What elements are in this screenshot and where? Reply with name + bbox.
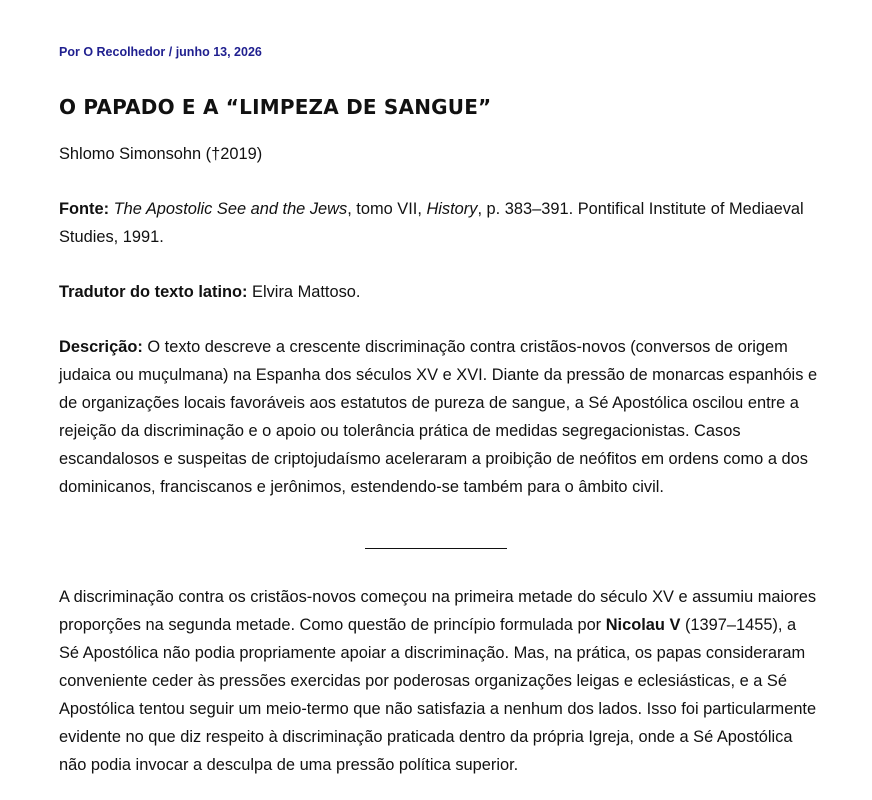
author-link[interactable]: O Recolhedor (83, 45, 166, 59)
description-label: Descrição: (59, 338, 143, 356)
body-part1: A discriminação contra os cristãos-novos começou na primeira metade do século XV e assumiu maiores proporções na segunda metade. Como questão de princípio formulada por (59, 588, 817, 634)
source-part: History (426, 200, 478, 218)
page-title: O PAPADO E A “LIMPEZA DE SANGUE” (59, 95, 492, 119)
description-text: O texto descreve a crescente discriminação contra cristãos-novos (conversos de origem judaica ou muçulmana) na Espanha dos séculos XV e XVI. Diante da pressão de monarcas espanhóis e de organizações locais favoráveis aos estatutos de pureza de sangue, a Sé Apostólica oscilou entre a rejeição da discriminação e o apoio ou tolerância prática de medidas segregacionistas. Casos escandalosos e suspeitas de criptojudaísmo aceleraram a proibição de neófitos em ordens como a dos dominicanos, franciscanos e jerônimos, estendendo-se também para o âmbito civil. (59, 338, 818, 496)
section-divider (365, 548, 507, 549)
description-paragraph (59, 333, 819, 501)
body-part2: (1397–1455), a Sé Apostólica não podia propriamente apoiar a discriminação. Mas, na prática, os papas consideraram conveniente ceder às pressões exercidas por poderosas organizações leigas e eclesiásticas, e a Sé Apostólica tentou seguir um meio-termo que não satisfazia a nenhum dos lados. Isso foi particularmente evidente no que diz respeito à discriminação praticada dentro da própria Igreja, onde a Sé Apostólica não podia invocar a desculpa de uma pressão política superior. (59, 616, 817, 774)
date-link[interactable]: junho 13, 2026 (175, 45, 262, 59)
post-meta (59, 0, 819, 60)
translator-paragraph (59, 278, 819, 306)
author-line: Shlomo Simonsohn (†2019) (59, 145, 263, 163)
body-paragraph (59, 583, 819, 779)
source-mid: , tomo VII, (347, 200, 427, 218)
article (59, 0, 819, 779)
translator-name: Elvira Mattoso. (247, 283, 361, 301)
source-rest: , p. 383–391. Pontifical Institute of Mediaeval Studies, 1991. (59, 200, 804, 246)
source-label: Fonte: (59, 200, 110, 218)
meta-prefix: Por (59, 45, 84, 59)
source-work: The Apostolic See and the Jews (113, 200, 348, 218)
translator-label: Tradutor do texto latino: (59, 283, 248, 301)
pope-name: Nicolau V (605, 616, 681, 634)
source-paragraph (59, 195, 819, 251)
meta-separator: / (165, 45, 176, 59)
